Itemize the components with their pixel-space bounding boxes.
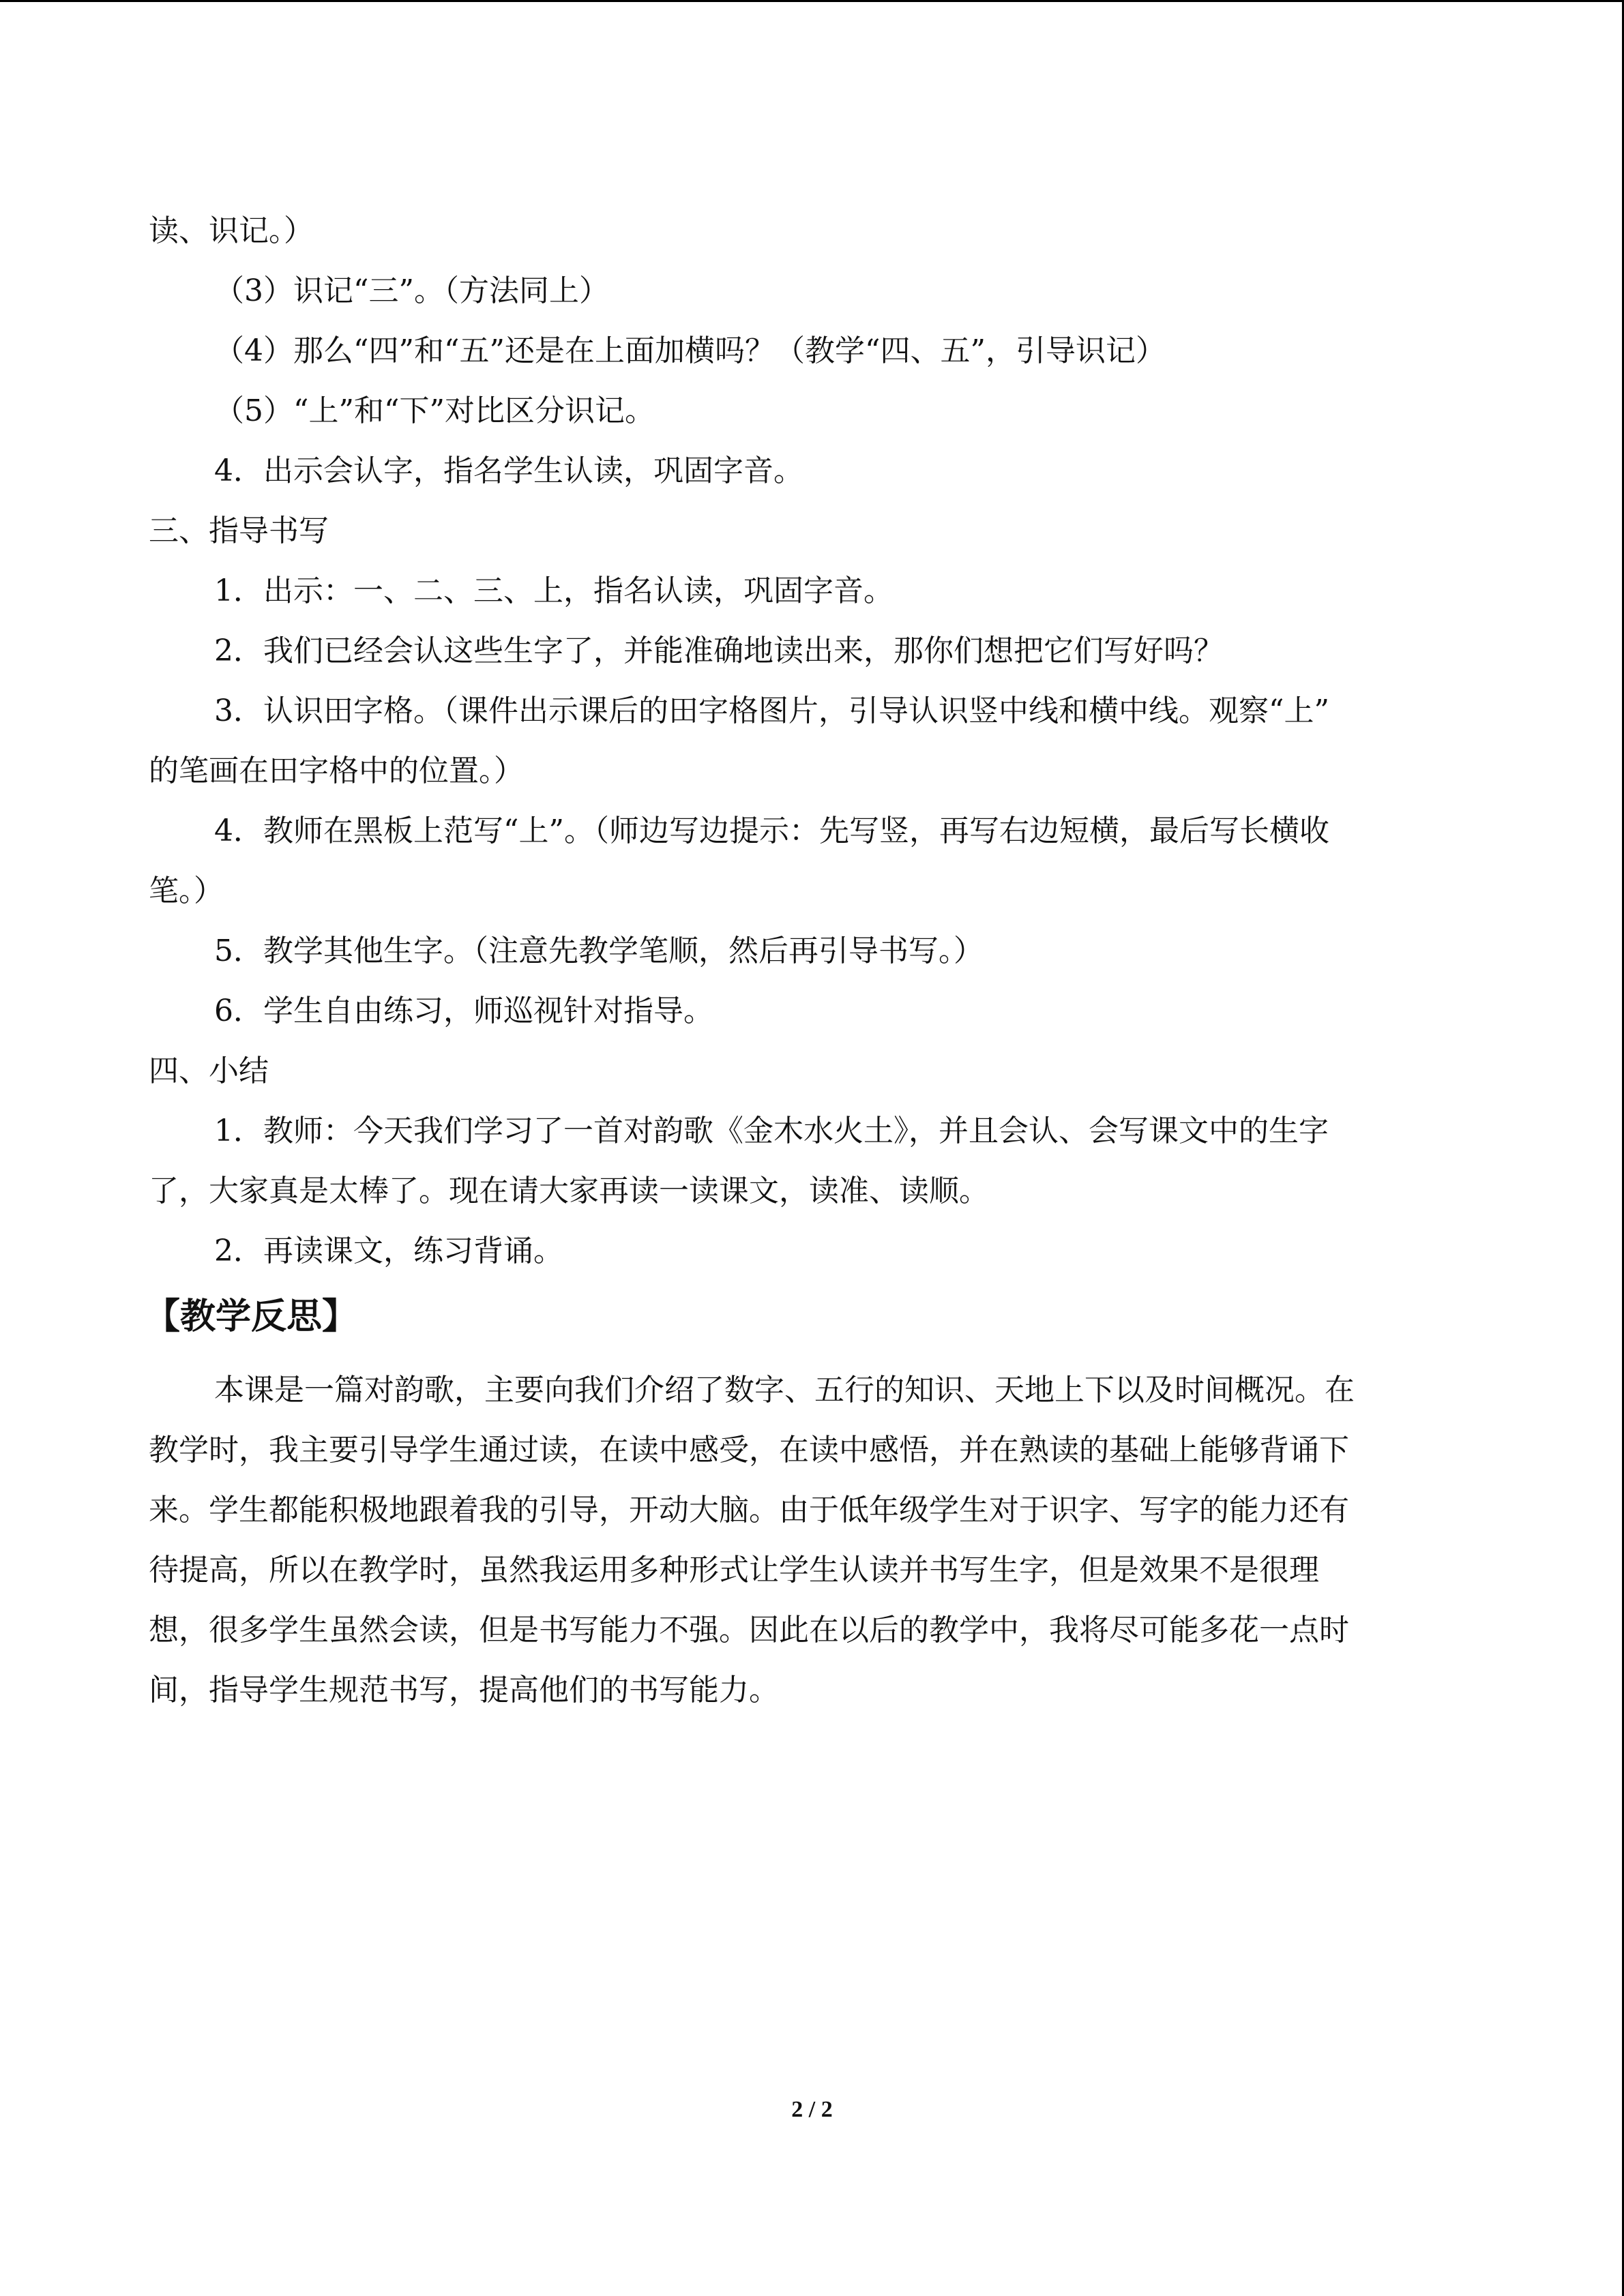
text-line: 来。学生都能积极地跟着我的引导，开动大脑。由于低年级学生对于识字、写字的能力还有 (149, 1493, 1349, 1527)
page-number: 2 / 2 (791, 2097, 833, 2122)
text-line: 4．出示会认字，指名学生认读，巩固字音。 (214, 453, 803, 488)
text-line: 的笔画在田字格中的位置。） (149, 754, 524, 788)
text-line: 2．我们已经会认这些生字了，并能准确地读出来，那你们想把它们写好吗？ (214, 633, 1224, 668)
text-line: 5．教学其他生字。（注意先教学笔顺，然后再引导书写。） (214, 934, 984, 968)
text-line: 2．再读课文，练习背诵。 (214, 1234, 563, 1268)
text-line: 本课是一篇对韵歌，主要向我们介绍了数字、五行的知识、天地上下以及时间概况。在 (214, 1373, 1355, 1407)
text-line: 3．认识田字格。（课件出示课后的田字格图片，引导认识竖中线和横中线。观察“上” (214, 694, 1329, 728)
text-line: （3）识记“三”。（方法同上） (214, 273, 609, 308)
reflection-paragraph (149, 1360, 1479, 1720)
text-line: 1．出示：一、二、三、上，指名认读，巩固字音。 (214, 573, 894, 608)
reflection-heading: 【教学反思】 (145, 1296, 358, 1337)
document-body (145, 201, 1479, 1720)
text-line: 笔。） (149, 874, 224, 908)
section-heading: 三、指导书写 (149, 513, 329, 548)
text-line: 想，很多学生虽然会读，但是书写能力不强。因此在以后的教学中，我将尽可能多花一点时 (149, 1613, 1349, 1648)
text-line: 待提高，所以在教学时，虽然我运用多种形式让学生认读并书写生字，但是效果不是很理 (149, 1553, 1319, 1587)
text-line: （4）那么“四”和“五”还是在上面加横吗？（教学“四、五”，引导识记） (214, 333, 1166, 368)
text-line: 间，指导学生规范书写，提高他们的书写能力。 (149, 1673, 779, 1708)
section-heading: 四、小结 (149, 1054, 269, 1088)
text-line: 6．学生自由练习，师巡视针对指导。 (214, 994, 713, 1028)
text-line: 1．教师：今天我们学习了一首对韵歌《金木水火土》，并且会认、会写课文中的生字 (214, 1114, 1329, 1148)
text-line: 教学时，我主要引导学生通过读，在读中感受，在读中感悟，并在熟读的基础上能够背诵下 (149, 1433, 1349, 1467)
text-line: 了，大家真是太棒了。现在请大家再读一读课文，读准、读顺。 (149, 1174, 989, 1208)
text-line: 4．教师在黑板上范写“上”。（师边写边提示：先写竖，再写右边短横，最后写长横收 (214, 814, 1329, 848)
text-line: （5）“上”和“下”对比区分识记。 (214, 393, 655, 428)
text-line: 读、识记。） (149, 213, 314, 248)
